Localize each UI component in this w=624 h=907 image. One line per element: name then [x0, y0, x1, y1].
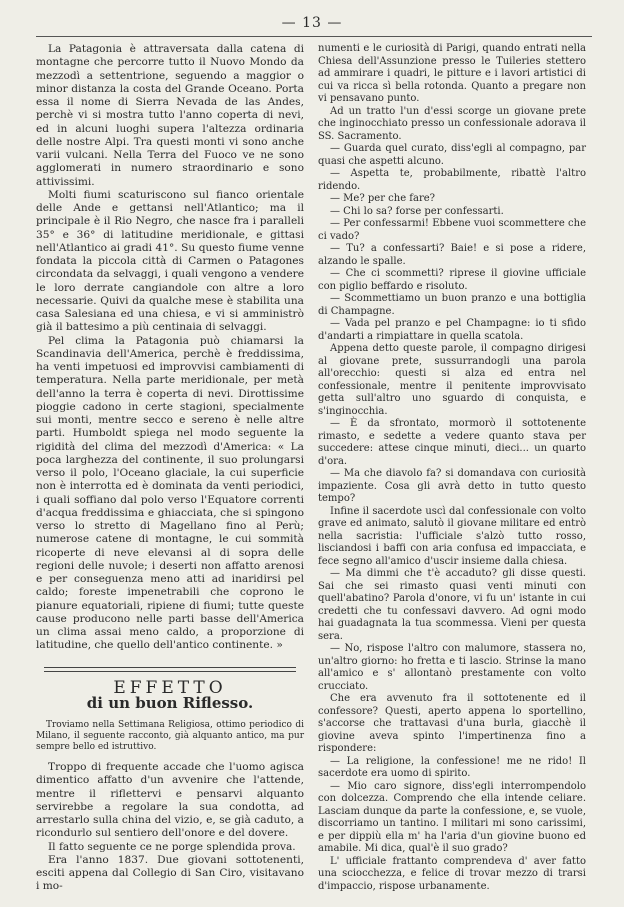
paragraph: numenti e le curiosità di Parigi, quando entrati nella Chiesa dell'Assunzione presso le Tuileries stettero ad ammirare i quadri, le pitture e i lavori artistici di cui va ricca sì bella rotonda. Quanto a pregare non vi pensavano punto.	[318, 43, 586, 104]
left-column-top-text	[36, 43, 304, 653]
paragraph: — Guarda quel curato, diss'egli al compagno, par quasi che aspetti alcuno.	[318, 143, 586, 167]
paragraph: Il fatto seguente ce ne porge splendida prova.	[48, 840, 296, 853]
paragraph: Ad un tratto l'un d'essi scorge un giovane prete che inginocchiato presso un confessionale adorava il SS. Sacramento.	[318, 105, 586, 142]
paragraph: Molti fiumi scaturiscono sul fianco orientale delle Ande e gettansi nell'Atlantico; ma il principale è il Rio Negro, che nasce fra i paralleli 35° e 36° di latitudine meridionale, e gittasi nell'Atlantico ai gradi 41°. Su questo fiume venne fondata la piccola città di Carmen o Patagones circondata da selvaggi, i quali vengono a vendere le loro derrate cangiandole con altre a loro necessarie. Quivi da qualche mese è stabilita una casa Salesiana ed una chiesa, e vi si amministrò già il battesimo a più centinaia di selvaggi.	[36, 188, 304, 334]
paragraph: Pel clima la Patagonia può chiamarsi la Scandinavia dell'America, perchè è freddissima, ha venti impetuosi ed improvvisi cambiamenti di temperatura. Nella parte meridionale, per metà dell'anno la terra è coperta di nevi. Dirottissime pioggie cadono in certe stagioni, specialmente sui monti, mentre secco e sereno è nelle altre parti. Humboldt spiega nel modo seguente la rigidità del clima del mezzodì d'America: « La poca larghezza del continente, il suo prolungarsi verso il polo, l'Oceano glaciale, la cui superficie non è interrotta ed è dominata da venti periodici, i quali soffiano dal polo verso l'Equatore correnti d'acqua freddissima e ghiacciata, che si spingono verso lo stretto di Magellano fino al Perù; numerose catene di montagne, le cui sommità ricoperte di neve elevansi al di sopra delle regioni delle nuvole; i deserti non affatto arenosi e per conseguenza meno atti ad inaridirsi pel caldo; foreste impenetrabili che coprono le pianure equatoriali, ripiene di fiumi; tutte queste cause producono nelle parti basse dell'America un clima assai meno caldo, a proporzione di latitudine, che quello dell'antico continente. »	[36, 334, 304, 652]
paragraph: La Patagonia è attraversata dalla catena di montagne che percorre tutto il Nuovo Mondo da mezzodì a settentrione, seguendo a maggior o minor distanza la costa del Grande Oceano. Porta essa il nome di Sierra Nevada de las Andes, perchè vi si mostra tutto l'anno coperta di nevi, ed in alcuni luoghi supera l'altezza ordinaria delle nostre Alpi. Tra questi monti vi sono anche varii vulcani. Nella Terra del Fuoco ve ne sono agglomerati in numero straordinario e sono attivissimi.	[36, 43, 304, 188]
paragraph: — Ma che diavolo fa? si domandava con curiosità impaziente. Cosa gli avrà detto in tutto questo tempo?	[318, 468, 586, 504]
paragraph: — Aspetta te, probabilmente, ribattè l'altro ridendo.	[318, 168, 586, 192]
paragraph: Che era avvenuto fra il sottotenente ed il confessore? Questi, aperto appena lo sportellino, s'accorse che trattavasi d'una burla, giacchè il giovine aveva spinto l'impertinenza fino a rispondere:	[318, 693, 586, 754]
paragraph: — Me? per che fare?	[330, 193, 436, 204]
paragraph: — Per confessarmi! Ebbene vuoi scommettere che ci vado?	[318, 218, 586, 242]
paragraph: Infine il sacerdote uscì dal confessionale con volto grave ed animato, salutò il giovane militare ed entrò nella sacristia: l'ufficiale s'alzò tutto rosso, lisciandosi i baffi con aria confusa ed impacciata, e fece segno all'amico d'uscir insieme dalla chiesa.	[318, 505, 586, 567]
paragraph: Appena detto queste parole, il compagno dirigesi al giovane prete, sussurrandogli una parola all'orecchio: questi si alza ed entra nel confessionale, mentre il penitente improvvisato getta sull'altro uno sguardo di conquista, e s'inginocchia.	[318, 343, 586, 417]
paragraph: — Vada pel pranzo e pel Champagne: io ti sfido d'andarti a rimpiattare in quella scatola.	[318, 318, 586, 342]
header-rule	[36, 36, 592, 37]
source-note: Troviamo nella Settimana Religiosa, ottimo periodico di Milano, il seguente racconto, già alquanto antico, ma pur sempre bello ed istruttivo.	[36, 720, 304, 752]
paragraph: — È da sfrontato, mormorò il sottotenente rimasto, e sedette a vedere quanto stava per succedere: attese cinque minuti, dieci... un quarto d'ora.	[318, 418, 586, 467]
right-column	[318, 43, 586, 893]
paragraph: — No, rispose l'altro con malumore, stassera no, un'altro giorno: ho fretta e ti lascio. Strinse la mano all'amico e s' allontanò prestamente con volto crucciato.	[318, 643, 586, 692]
paragraph: — Ma dimmi che t'è accaduto? gli disse questi. Sai che sei rimasto quasi venti minuti con quell'abatino? Parola d'onore, vi fu un' istante in cui credetti che tu confessavi davvero. Ad ogni modo hai guadagnata la tua scommessa. Vieni per questa sera.	[318, 568, 586, 642]
paragraph: Era l'anno 1837. Due giovani sottotenenti, esciti appena dal Collegio di San Ciro, visitavano i mo-	[36, 853, 304, 893]
paragraph: — Mio caro signore, diss'egli interrompendolo con dolcezza. Comprendo che ella intende celiare. Lasciam dunque da parte la confessione, e, se vuole, discorriamo un tantino. I militari mi sono carissimi, e per dippiù ella m' ha l'aria d'un giovine buono ed amabile. Mi dica, qual'è il suo grado?	[318, 780, 586, 854]
paragraph: — Scommettiamo un buon pranzo e una bottiglia di Champagne.	[318, 293, 586, 317]
left-column-article-text	[36, 761, 304, 894]
article-subtitle: di un buon Riflesso.	[86, 693, 254, 712]
page-number: — 13 —	[281, 15, 343, 31]
section-divider	[44, 667, 296, 672]
paragraph: — La religione, la confessione! me ne rido! Il sacerdote era uomo di spirito.	[318, 755, 586, 779]
paragraph: Troppo di frequente accade che l'uomo agisca dimentico affatto d'un avvenire che l'attende, mentre il riflettervi e pensarvi alquanto servirebbe a regolare la sua condotta, ad arrestarlo sulla china del vizio, e, se già caduto, a ricondurlo sul sentiero dell'onore e del dovere.	[36, 761, 304, 840]
article-title: EFFETTO	[113, 677, 227, 698]
paragraph: L' ufficiale frattanto comprendeva d' aver fatto una sciocchezza, e felice di trovar mezzo di trarsi d'impaccio, rispose urbanamente.	[318, 855, 586, 892]
left-column	[36, 43, 304, 894]
paragraph: — Tu? a confessarti? Baie! e si pose a ridere, alzando le spalle.	[318, 243, 586, 267]
paragraph: — Chi lo sa? forse per confessarti.	[330, 205, 504, 217]
paragraph: — Che ci scommetti? riprese il giovine ufficiale con piglio beffardo e risoluto.	[318, 268, 586, 292]
